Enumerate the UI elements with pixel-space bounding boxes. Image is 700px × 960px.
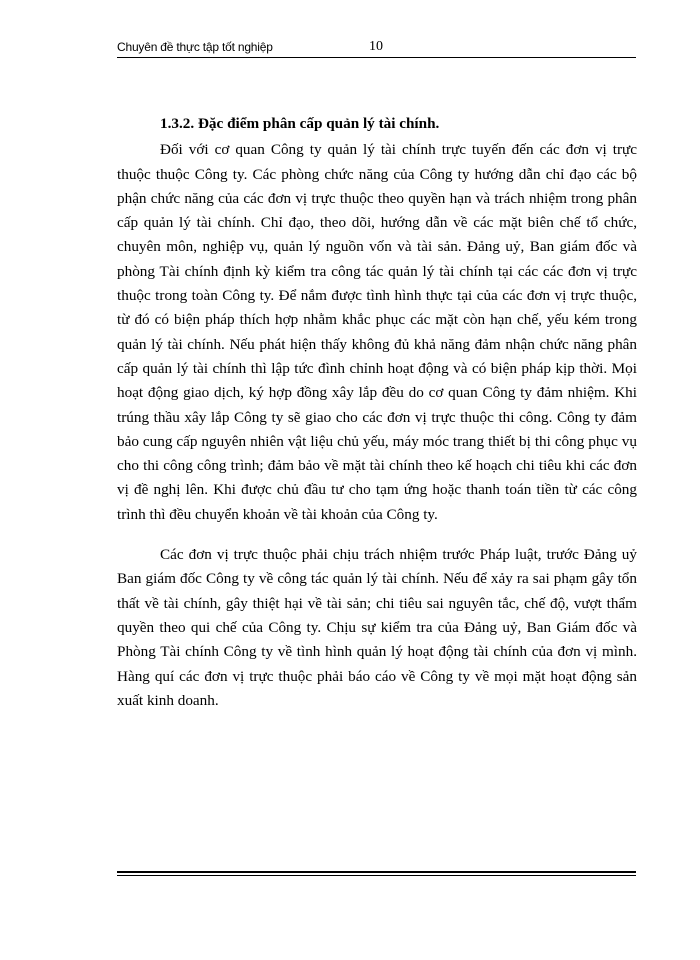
footer-divider-thin [117,875,636,876]
page-content [117,112,637,713]
section-heading: 1.3.2. Đặc điểm phân cấp quản lý tài chính. [160,115,440,132]
footer-divider-thick [117,871,636,873]
body-paragraph-2: Các đơn vị trực thuộc phải chịu trách nhiệm trước Pháp luật, trước Đảng uỷ Ban giám đốc Công ty về công tác quản lý tài chính. Nếu để xảy ra sai phạm gây tổn thất về tài chính, gây thiệt hại về tài sản; chi tiêu sai nguyên tắc, chế độ, vượt thẩm quyền theo qui chế của Công ty. Chịu sự kiểm tra của Đảng uỷ, Ban Giám đốc và Phòng Tài chính Công ty về tình hình quản lý hoạt động tài chính của đơn vị mình. Hàng quí các đơn vị trực thuộc phải báo cáo về Công ty về mọi mặt hoạt động sản xuất kinh doanh. [117,546,637,709]
page-header [117,38,636,58]
header-divider [117,57,636,58]
body-paragraph-1: Đối với cơ quan Công ty quản lý tài chính trực tuyến đến các đơn vị trực thuộc thuộc Công ty. Các phòng chức năng của Công ty hướng dẫn chỉ đạo các bộ phận chức năng của các đơn vị trực thuộc theo quyền hạn và trách nhiệm trong phân cấp quản lý tài chính. Chỉ đạo, theo dõi, hướng dẫn về các mặt biên chế tổ chức, chuyên môn, nghiệp vụ, quản lý nguồn vốn và tài sản. Đảng uỷ, Ban giám đốc và phòng Tài chính định kỳ kiểm tra công tác quản lý tài chính tại các các đơn vị trực thuộc trong toàn Công ty. Để nắm được tình hình thực tại của các đơn vị trực thuộc, từ đó có biện pháp thích hợp nhằm khắc phục các mặt còn hạn chế, yếu kém trong quản lý tài chính. Nếu phát hiện thấy không đủ khả năng đảm nhận chức năng phân cấp quản lý tài chính thì lập tức đình chỉnh hoạt động và có biện pháp kịp thời. Mọi hoạt động giao dịch, ký hợp đồng xây lắp đều do cơ quan Công ty đảm nhiệm. Khi trúng thầu xây lắp Công ty sẽ giao cho các đơn vị trực thuộc thi công. Công ty đảm bảo cung cấp nguyên nhiên vật liệu chủ yếu, máy móc trang thiết bị thi công phục vụ cho thi công công trình; đảm bảo về mặt tài chính theo kế hoạch chi tiêu khi các đơn vị đề nghị lên. Khi được chủ đầu tư cho tạm ứng hoặc thanh toán tiền từ các công trình thì đều chuyển khoản về tài khoản của Công ty. [117,141,637,523]
header-title: Chuyên đề thực tập tốt nghiệp [117,40,273,54]
page-number: 10 [369,39,383,54]
